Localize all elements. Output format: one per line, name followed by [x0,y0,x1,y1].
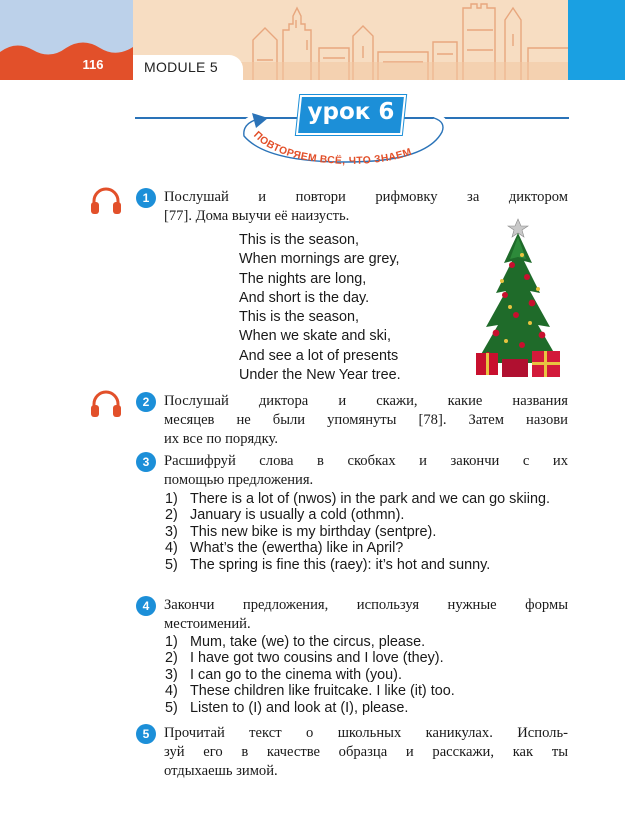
headphones-icon[interactable] [89,187,123,215]
exercise-3-instruction: Расшифруй слова в скобках и закончи с их помощью предложения. [164,453,568,488]
exercise-number: 4 [136,596,156,616]
list-item: 2) I have got two cousins and I love (they). [165,650,444,667]
header-right-panel [568,0,625,80]
exercise-number: 2 [136,392,156,412]
exercise-number: 1 [136,188,156,208]
exercise-1-instruction: Послушай и повтори рифмовку за диктором [77]. Дома выучи её наизусть. [164,189,568,224]
poem-line: This is the season, [239,309,359,326]
list-item: 1) There is a lot of (nwos) in the park and we can go skiing. [165,491,550,507]
exercise-number: 3 [136,452,156,472]
poem-line: And short is the day. [239,289,370,306]
poem-line: When we skate and ski, [239,328,391,345]
poem-line: This is the season, [239,232,359,248]
headphones-icon[interactable] [89,390,123,418]
poem-line: When mornings are grey, [239,251,400,268]
list-item: 4) These children like fruitcake. I like (it) too. [165,683,455,700]
list-item: 1) Mum, take (we) to the circus, please. [165,634,426,650]
lesson-title: урок 6 [307,99,395,125]
exercise-5-instruction: Прочитай текст о школьных каникулах. Исполь- зуй его в качестве образца и расскажи, как ты отдыхаешь зимой. [164,725,568,779]
lesson-subtitle-text: ПОВТОРЯЕМ ВСЁ, ЧТО ЗНАЕМ [251,129,414,168]
exercise-number: 5 [136,724,156,744]
exercise-2-instruction: Послушай диктора и скажи, какие названия месяцев не были упомянуты [78]. Затем назови их все по порядку. [164,393,568,447]
module-label: MODULE 5 [144,59,218,75]
exercise-3-list [165,491,590,573]
poem-line: And see a lot of presents [239,347,399,364]
list-item: 3) This new bike is my birthday (sentpre). [165,523,437,540]
poem-line: The nights are long, [239,270,367,287]
page-number: 116 [82,57,104,72]
exercise-1-poem [239,231,401,385]
exercise-4-list [165,634,590,716]
exercise-4-instruction: Закончи предложения, используя нужные формы местоимений. [164,597,568,632]
page-header [0,0,625,80]
christmas-tree-icon [472,215,564,383]
list-item: 3) I can go to the cinema with (you). [165,666,402,683]
list-item: 5) The spring is fine this (raey): it’s hot and sunny. [165,556,491,573]
list-item: 5) Listen to (I) and look at (I), please. [165,699,409,716]
list-item: 4) What’s the (ewertha) like in April? [165,540,404,557]
svg-text:ПОВТОРЯЕМ ВСЁ, ЧТО ЗНАЕМ [251,130,413,167]
list-item: 2) January is usually a cold (othmn). [165,507,405,524]
poem-line: Under the New Year tree. [239,367,401,384]
header-wave-banner [0,38,133,80]
